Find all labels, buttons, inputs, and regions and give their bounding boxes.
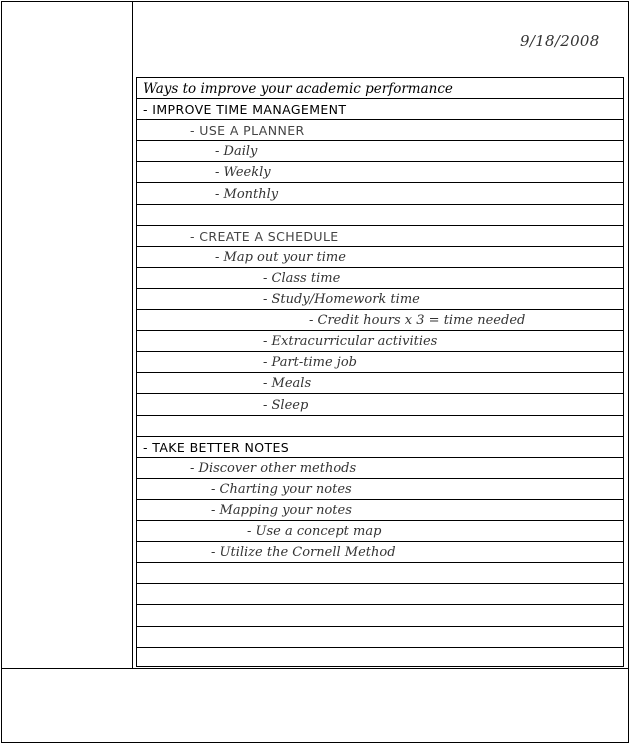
note-line	[137, 563, 623, 584]
note-heading: - IMPROVE TIME MANAGEMENT	[143, 102, 347, 118]
note-line	[137, 226, 623, 247]
note-item: - Part-time job	[263, 355, 357, 371]
note-line	[137, 648, 623, 669]
note-item: - Use a concept map	[247, 524, 382, 540]
notes-title: Ways to improve your academic performance	[143, 81, 453, 97]
note-item: - Daily	[215, 144, 258, 160]
note-item: - USE A PLANNER	[190, 123, 305, 139]
note-line	[137, 500, 623, 521]
note-item: - Meals	[263, 376, 312, 392]
note-line	[137, 268, 623, 289]
note-line	[137, 606, 623, 627]
note-item: - Class time	[263, 270, 341, 286]
note-line	[137, 521, 623, 542]
note-item: - Monthly	[215, 186, 279, 202]
note-line	[137, 310, 623, 331]
note-line	[137, 289, 623, 310]
note-line	[137, 120, 623, 141]
note-line	[137, 247, 623, 268]
note-item: - Weekly	[215, 165, 271, 181]
note-line	[137, 205, 623, 226]
note-item: - Extracurricular activities	[263, 334, 438, 350]
note-line	[137, 437, 623, 458]
notes-area	[136, 77, 624, 667]
note-item: - Map out your time	[215, 249, 346, 265]
note-line	[137, 352, 623, 373]
note-line	[137, 627, 623, 648]
note-line	[137, 542, 623, 563]
note-line	[137, 479, 623, 500]
note-line	[137, 373, 623, 394]
note-item: - Credit hours x 3 = time needed	[309, 313, 526, 329]
note-item: - Utilize the Cornell Method	[211, 545, 396, 561]
cue-column	[1, 1, 133, 668]
summary-area	[1, 668, 629, 743]
note-line	[137, 141, 623, 162]
note-line	[137, 78, 623, 99]
note-line	[137, 99, 623, 120]
note-item: - Charting your notes	[211, 481, 352, 497]
note-line	[137, 162, 623, 183]
note-line	[137, 416, 623, 437]
note-heading: - TAKE BETTER NOTES	[143, 439, 290, 455]
note-line	[137, 331, 623, 352]
note-item: - Discover other methods	[190, 460, 357, 476]
note-item: - Mapping your notes	[211, 503, 352, 518]
note-line	[137, 458, 623, 479]
page-date: 9/18/2008	[520, 32, 600, 50]
note-item: - Study/Homework time	[263, 292, 420, 307]
note-item: - Sleep	[263, 397, 309, 413]
note-line	[137, 584, 623, 605]
note-item: - CREATE A SCHEDULE	[190, 228, 339, 244]
note-line	[137, 395, 623, 416]
note-line	[137, 184, 623, 205]
